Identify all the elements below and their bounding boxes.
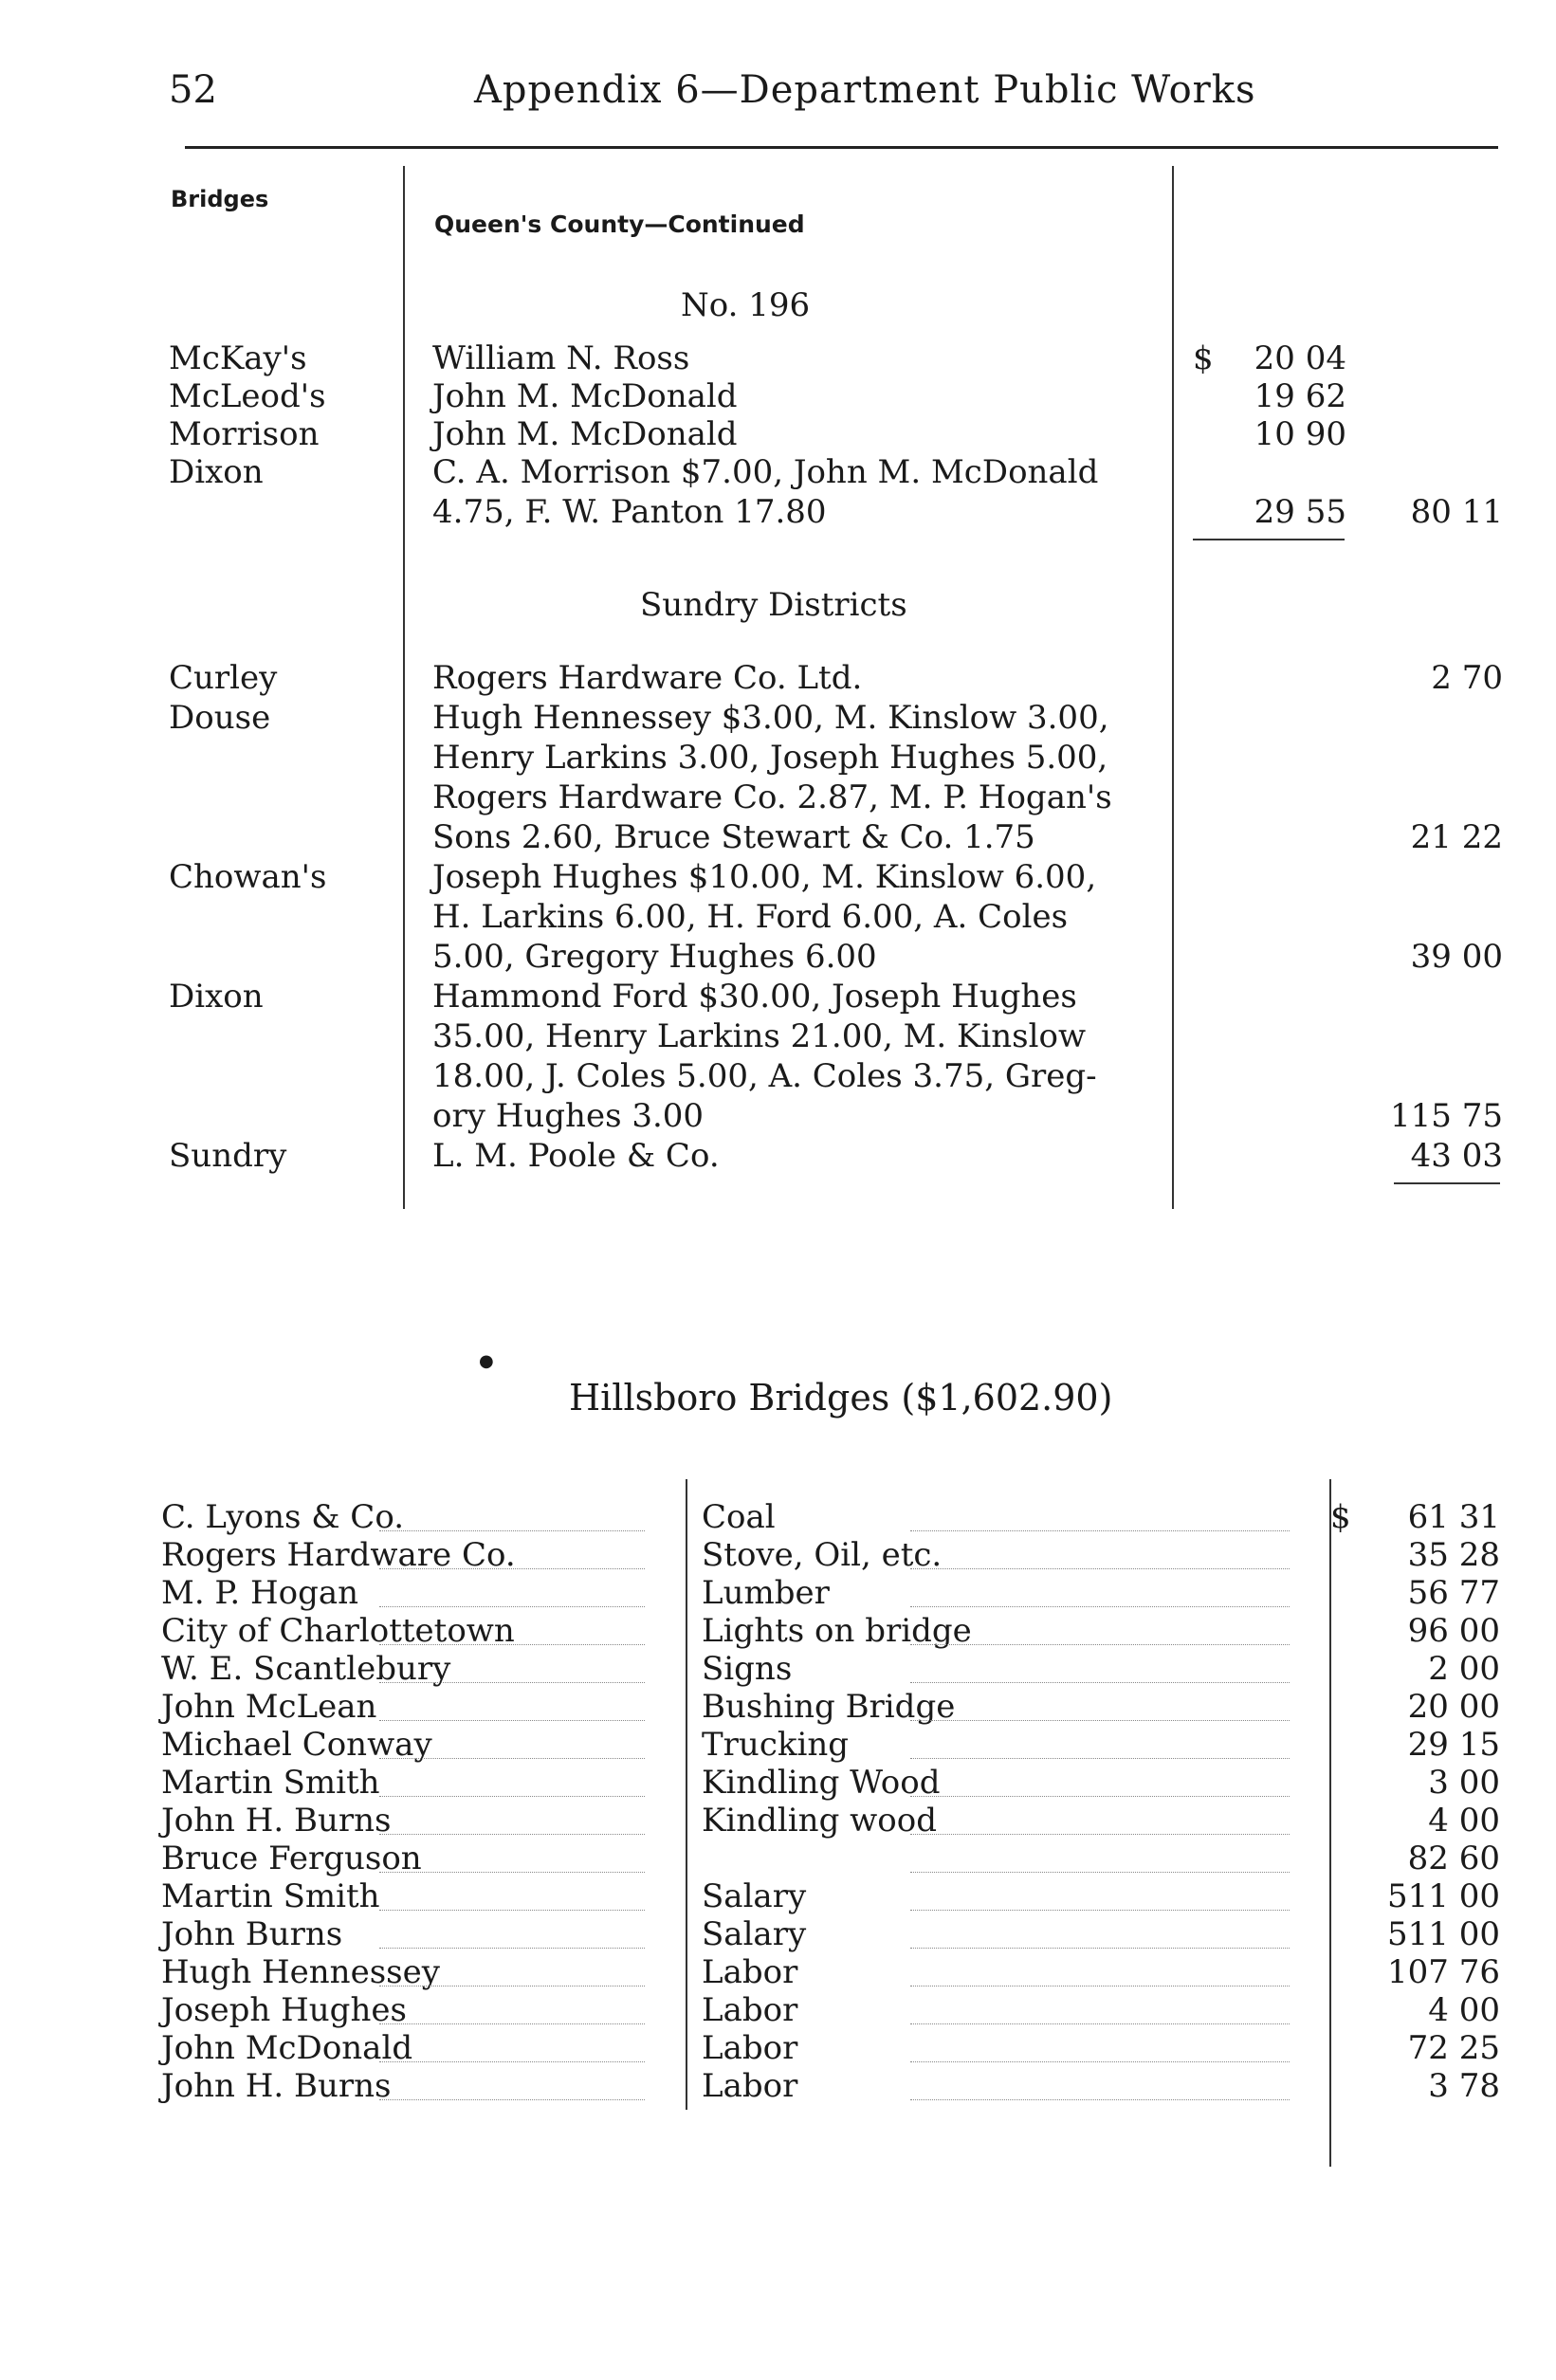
leader-dots [379, 1720, 645, 1721]
bridge-name: Dixon [169, 453, 264, 491]
payee-line: Hugh Hennessey $3.00, M. Kinslow 3.00, [432, 699, 1109, 737]
expense-item: Kindling wood [702, 1802, 937, 1840]
expense-item: Labor [702, 2029, 798, 2067]
payee-name: John H. Burns [161, 1802, 392, 1840]
payee-line: Joseph Hughes $10.00, M. Kinslow 6.00, [432, 858, 1097, 896]
leader-dots [910, 1568, 1290, 1569]
bullet-icon: ● [479, 1351, 494, 1371]
header-rule [185, 146, 1498, 149]
bridge-name: Chowan's [169, 858, 327, 896]
leader-dots [910, 1872, 1290, 1873]
amount: 4 00 [1428, 1991, 1500, 2029]
payee-line: 5.00, Gregory Hughes 6.00 [432, 938, 877, 976]
amount: 96 00 [1407, 1612, 1500, 1650]
leader-dots [910, 2023, 1290, 2024]
payee-line: 18.00, J. Coles 5.00, A. Coles 3.75, Greg- [432, 1057, 1097, 1095]
amount: 61 31 [1407, 1498, 1500, 1536]
page-number: 52 [169, 68, 217, 112]
expense-item: Labor [702, 1991, 798, 2029]
sum-rule [1394, 1182, 1500, 1184]
leader-dots [379, 1682, 645, 1683]
payee-name: Michael Conway [161, 1726, 432, 1764]
payee-name: Hugh Hennessey [161, 1953, 440, 1991]
payee-line: L. M. Poole & Co. [432, 1137, 720, 1175]
payee-line: ory Hughes 3.00 [432, 1097, 705, 1135]
leader-dots [379, 2023, 645, 2024]
amount: 29 55 [1254, 493, 1346, 531]
leader-dots [910, 1834, 1290, 1835]
amount: 4 00 [1428, 1802, 1500, 1840]
expense-item: Labor [702, 2067, 798, 2105]
expense-item: Lights on bridge [702, 1612, 972, 1650]
leader-dots [379, 1796, 645, 1797]
column-divider-right [1172, 166, 1174, 1209]
leader-dots [379, 1644, 645, 1645]
bridge-name: Curley [169, 659, 278, 697]
amount: 2 00 [1428, 1650, 1500, 1688]
leader-dots [910, 1720, 1290, 1721]
leader-dots [910, 1530, 1290, 1531]
leader-dots [379, 1948, 645, 1949]
expense-item: Labor [702, 1953, 798, 1991]
payee-name: Bruce Ferguson [161, 1840, 422, 1877]
payee-line: Rogers Hardware Co. Ltd. [432, 659, 863, 697]
amount: 82 60 [1407, 1840, 1500, 1877]
payee-line: Henry Larkins 3.00, Joseph Hughes 5.00, [432, 739, 1108, 777]
leader-dots [379, 1758, 645, 1759]
payee-name: W. E. Scantlebury [161, 1650, 451, 1688]
bridge-name: Morrison [169, 415, 320, 453]
dollar-sign: $ [1193, 339, 1214, 377]
leader-dots [910, 1644, 1290, 1645]
section-number: No. 196 [681, 286, 811, 324]
dollar-sign: $ [1330, 1498, 1351, 1536]
amount: 39 00 [1410, 938, 1503, 976]
section-title: Hillsboro Bridges ($1,602.90) [569, 1377, 1113, 1419]
amount: 29 15 [1407, 1726, 1500, 1764]
payee-line: Sons 2.60, Bruce Stewart & Co. 1.75 [432, 818, 1035, 856]
amount: 511 00 [1387, 1877, 1500, 1915]
leader-dots [379, 2099, 645, 2100]
column-divider-right [1329, 1479, 1331, 2167]
leader-dots [379, 1910, 645, 1911]
leader-dots [379, 1530, 645, 1531]
expense-item: Bushing Bridge [702, 1688, 956, 1726]
amount: 115 75 [1390, 1097, 1503, 1135]
section-title: Sundry Districts [640, 586, 907, 624]
payee: William N. Ross [432, 339, 690, 377]
expense-item: Salary [702, 1915, 807, 1953]
payee-line: 35.00, Henry Larkins 21.00, M. Kinslow [432, 1017, 1087, 1055]
leader-dots [910, 1606, 1290, 1607]
payee-name: M. P. Hogan [161, 1574, 359, 1612]
payee-line: C. A. Morrison $7.00, John M. McDonald [432, 453, 1099, 491]
subtotal: 80 11 [1410, 493, 1503, 531]
leader-dots [910, 1910, 1290, 1911]
payee-name: Martin Smith [161, 1764, 380, 1802]
sum-rule [1193, 539, 1345, 540]
leader-dots [379, 1872, 645, 1873]
amount: 35 28 [1407, 1536, 1500, 1574]
expense-item: Signs [702, 1650, 793, 1688]
payee-line: 4.75, F. W. Panton 17.80 [432, 493, 827, 531]
payee-line: H. Larkins 6.00, H. Ford 6.00, A. Coles [432, 898, 1069, 936]
column-divider-left [403, 166, 405, 1209]
amount: 107 76 [1387, 1953, 1500, 1991]
payee-name: Martin Smith [161, 1877, 380, 1915]
amount: 56 77 [1407, 1574, 1500, 1612]
expense-item: Trucking [702, 1726, 850, 1764]
column-divider-left [686, 1479, 687, 2110]
bridge-name: Dixon [169, 978, 264, 1016]
payee-line: Hammond Ford $30.00, Joseph Hughes [432, 978, 1077, 1016]
payee-name: John McLean [161, 1688, 377, 1726]
leader-dots [910, 2061, 1290, 2062]
amount: 10 90 [1254, 415, 1346, 453]
leader-dots [910, 1948, 1290, 1949]
leader-dots [910, 2099, 1290, 2100]
expense-item: Kindling Wood [702, 1764, 941, 1802]
payee-name: Joseph Hughes [161, 1991, 407, 2029]
leader-dots [379, 1606, 645, 1607]
page-title: Appendix 6—Department Public Works [474, 68, 1256, 112]
payee-name: C. Lyons & Co. [161, 1498, 404, 1536]
bridges-column-label: Bridges [171, 186, 269, 212]
amount: 3 00 [1428, 1764, 1500, 1802]
amount: 19 62 [1254, 377, 1346, 415]
amount: 20 00 [1407, 1688, 1500, 1726]
amount: 21 22 [1410, 818, 1503, 856]
payee-name: City of Charlottetown [161, 1612, 515, 1650]
payee-name: John H. Burns [161, 2067, 392, 2105]
leader-dots [910, 1682, 1290, 1683]
expense-item: Coal [702, 1498, 776, 1536]
leader-dots [910, 1796, 1290, 1797]
bridge-name: McLeod's [169, 377, 326, 415]
leader-dots [379, 2061, 645, 2062]
expense-item: Lumber [702, 1574, 830, 1612]
amount: 511 00 [1387, 1915, 1500, 1953]
bridge-name: Sundry [169, 1137, 287, 1175]
payee-line: Rogers Hardware Co. 2.87, M. P. Hogan's [432, 778, 1112, 816]
payee: John M. McDonald [432, 415, 738, 453]
bridge-name: McKay's [169, 339, 307, 377]
payee-name: Rogers Hardware Co. [161, 1536, 516, 1574]
payee-name: John McDonald [161, 2029, 413, 2067]
leader-dots [379, 1568, 645, 1569]
amount: 3 78 [1428, 2067, 1500, 2105]
amount: 72 25 [1407, 2029, 1500, 2067]
amount: 43 03 [1410, 1137, 1503, 1175]
expense-item: Salary [702, 1877, 807, 1915]
payee: John M. McDonald [432, 377, 738, 415]
bridge-name: Douse [169, 699, 271, 737]
expense-item: Stove, Oil, etc. [702, 1536, 943, 1574]
amount: 2 70 [1431, 659, 1503, 697]
payee-name: John Burns [161, 1915, 343, 1953]
county-label: Queen's County—Continued [434, 211, 805, 238]
leader-dots [379, 1834, 645, 1835]
leader-dots [910, 1758, 1290, 1759]
amount: 20 04 [1254, 339, 1346, 377]
